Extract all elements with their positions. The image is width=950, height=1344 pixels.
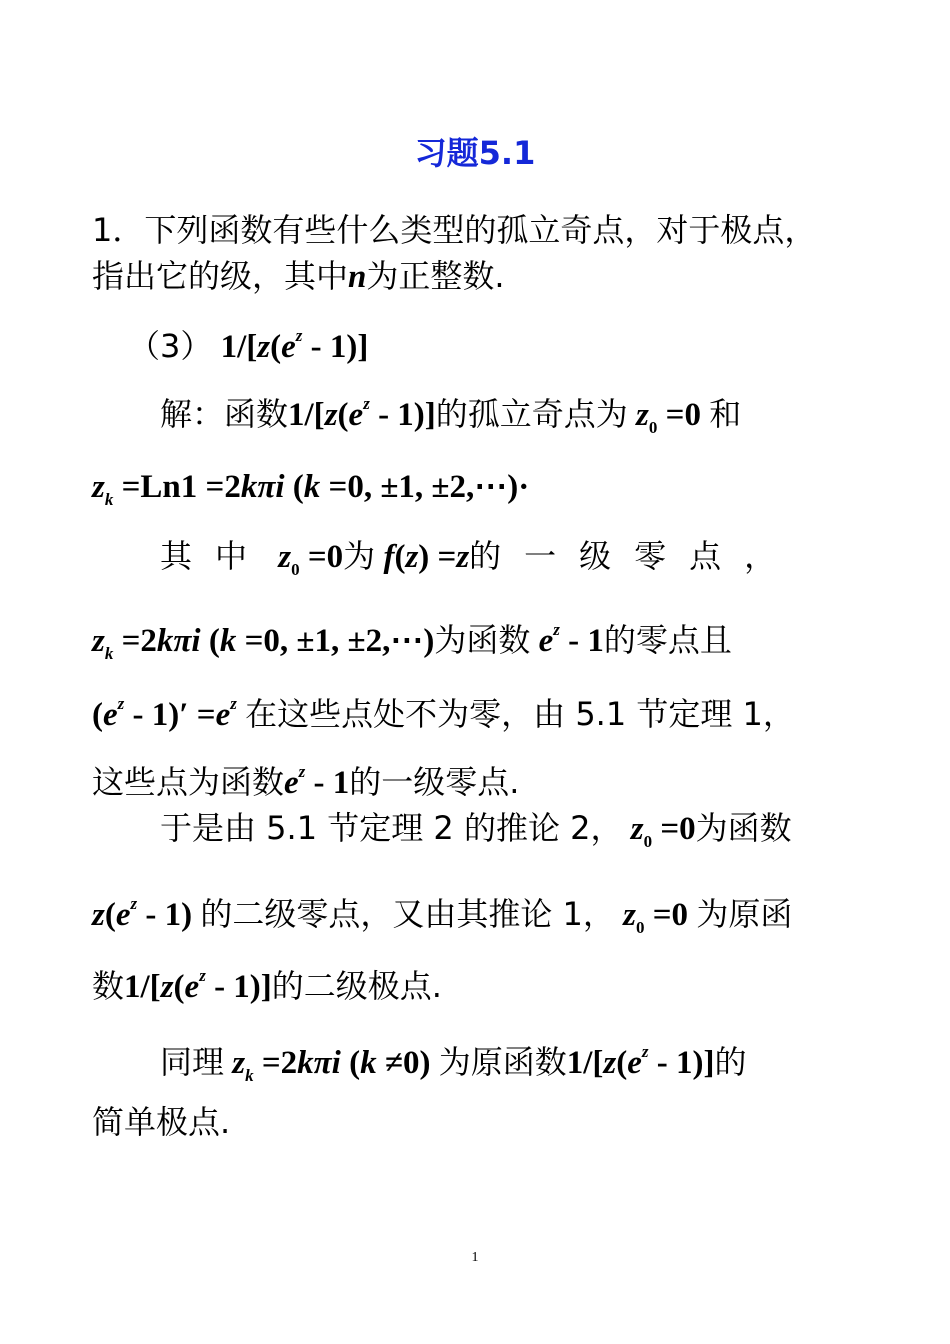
solution-line-6: 这些点为函数$e^z - 1$的一级零点. [92, 762, 520, 801]
formula-z0: $z_0 =0$ [623, 897, 697, 937]
exercise-title: 习题5.1 [414, 134, 536, 172]
problem-line-2: 指出它的级，其中n为正整数. [92, 257, 505, 295]
solution-line-9: 数$1/[z(e^z - 1)]$的二级极点. [92, 966, 442, 1005]
solution-line-2 [92, 466, 529, 520]
formula-f: $1/[z(e^z - 1)]$ [288, 394, 436, 433]
solution-line-1: 解：函数$1/[z(e^z - 1)]$的孤立奇点为 $z_0 =0$ 和 [160, 394, 742, 437]
formula-fz: f(z) =z [383, 539, 470, 575]
formula-f: $1/[z(e^z - 1)]$ [566, 1042, 715, 1081]
formula-zk-neq: $z_k =2k\pi i$ (k ≠0) [232, 1045, 439, 1085]
solution-line-3: 其中 $z_0 =0$为 f(z) =z的一级零点， [160, 537, 800, 579]
problem-line-1: 1．下列函数有些什么类型的孤立奇点，对于极点， [92, 211, 817, 249]
part-3: （3） $1/[z(e^z - 1)]$ [128, 326, 369, 365]
solution-line-10: 同理 $z_k =2k\pi i$ (k ≠0) 为原函数$1/[z(e^z - 1)]$的 [160, 1042, 747, 1085]
var-n: n [348, 259, 367, 295]
formula-z-ez-1: $z(e^z - 1)$ [92, 894, 201, 933]
solution-line-11: 简单极点. [92, 1103, 231, 1141]
formula-zk: $z_k =2k\pi i$ (k =0, ±1, ±2,⋯) [92, 623, 435, 663]
page-number: 1 [471, 1250, 479, 1265]
solution-line-7: 于是由 5.1 节定理 2 的推论 2， $z_0 =0$为函数 [160, 809, 792, 851]
formula-z0: $z_0 =0$ [630, 811, 696, 851]
formula-derivative: $(e^z - 1)' =e^z$ [92, 694, 237, 733]
solution-line-4: $z_k =2k\pi i$ (k =0, ±1, ±2,⋯)为函数 $e^z - 1$的零点且 [92, 620, 732, 663]
formula-z0: $z_0 =0$ [636, 397, 710, 437]
formula-ez-1: $e^z - 1$ [284, 762, 350, 801]
formula-z0: $z_0 =0$ [278, 539, 344, 579]
formula-f: $1/[z(e^z - 1)]$ [124, 966, 272, 1005]
formula-f: $1/[z(e^z - 1)]$ [212, 326, 369, 365]
solution-line-8: $z(e^z - 1)$ 的二级零点，又由其推论 1， $z_0 =0$ 为原函 [92, 894, 793, 937]
formula-zk-ln: $z_k =Ln1 =2k\pi i$ (k =0, ±1, ±2,⋯)· [92, 469, 530, 509]
formula-ez-1: $e^z - 1$ [538, 620, 604, 659]
solution-line-5: $(e^z - 1)' =e^z$ 在这些点处不为零，由 5.1 节定理 1， [92, 694, 795, 733]
